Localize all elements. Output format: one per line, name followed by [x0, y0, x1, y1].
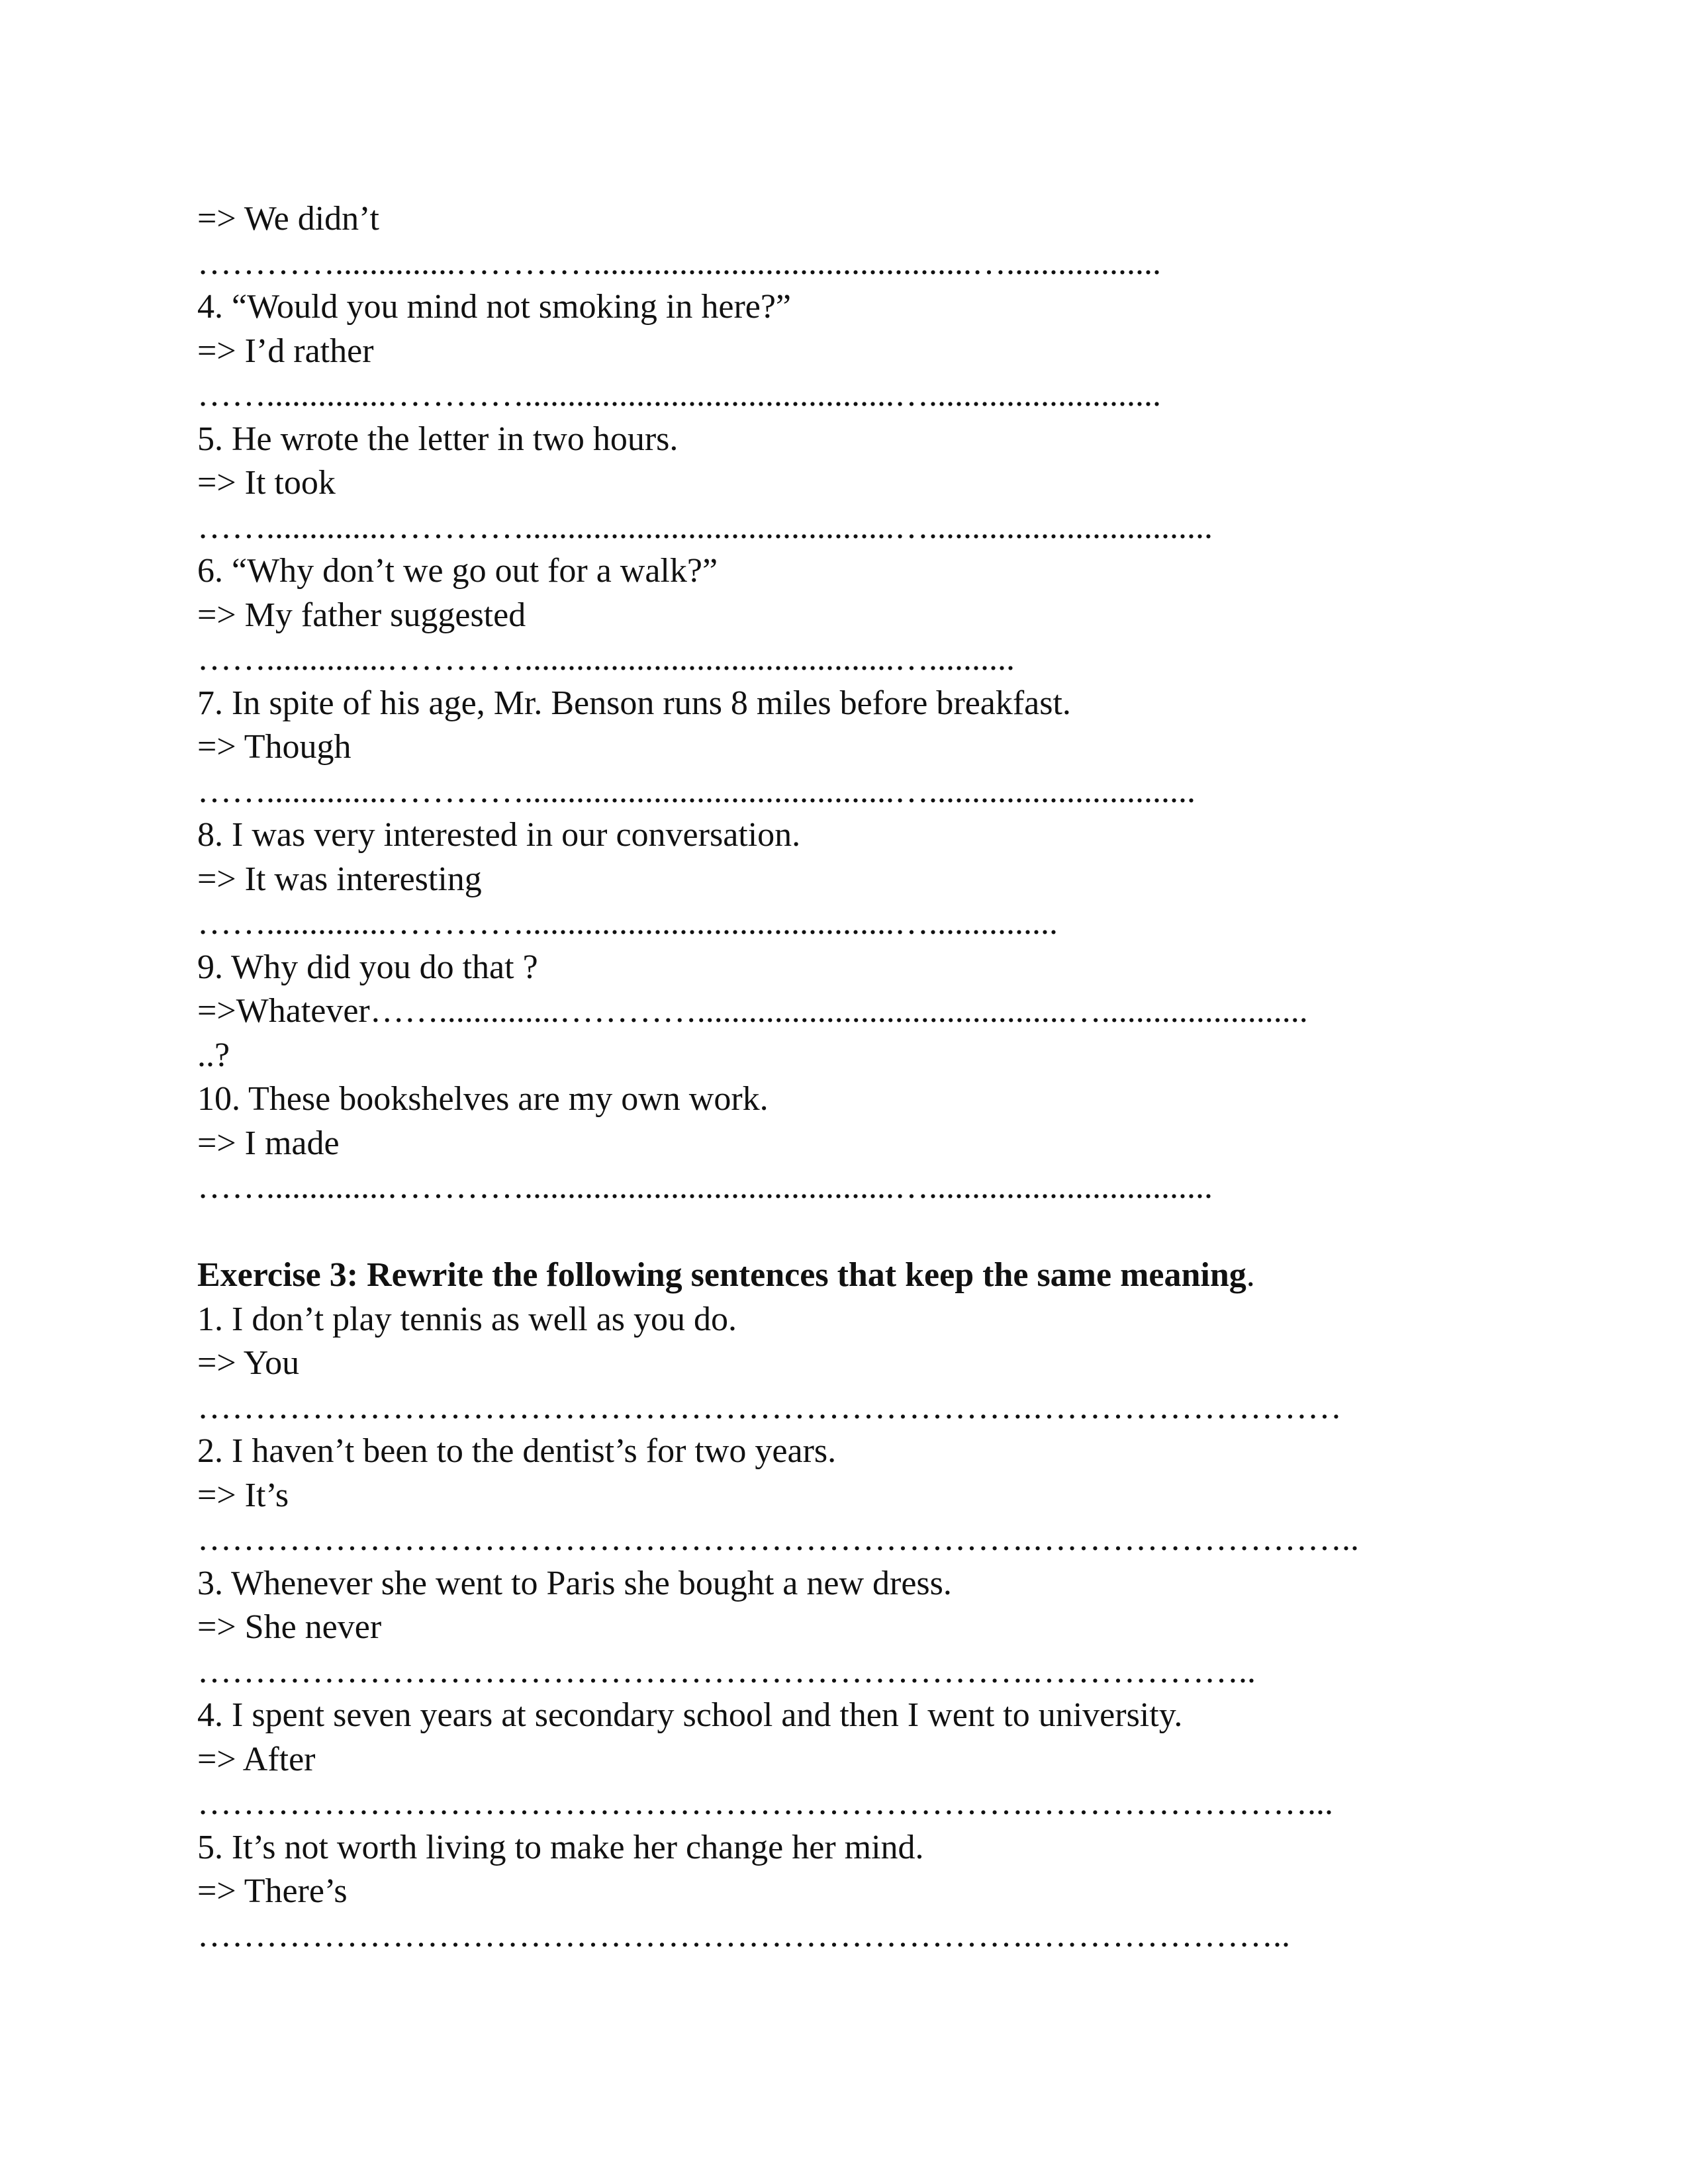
exercise-heading — [197, 1253, 1495, 1298]
answer-prompt: => I made — [197, 1124, 340, 1162]
answer-line: ……..............…………...........................................…............................... — [197, 772, 1196, 810]
answer-prompt: => Though — [197, 728, 352, 766]
question-sentence: 2. I haven’t been to the dentist’s for two years. — [197, 1432, 837, 1470]
question-sentence: 7. In spite of his age, Mr. Benson runs 8 miles before breakfast. — [197, 684, 1071, 722]
question-sentence: 5. He wrote the letter in two hours. — [197, 420, 679, 458]
answer-line: ……..............…………...........................................…................................. — [197, 508, 1213, 546]
answer-line: ……………………………………………………………….……………………….. — [197, 1520, 1359, 1558]
answer-prompt: => You — [197, 1344, 300, 1382]
answer-prompt: => She never — [197, 1608, 382, 1646]
answer-prompt: =>Whatever……..............…………...........................................…........................ — [197, 992, 1308, 1030]
answer-prompt: => It took — [197, 464, 336, 502]
question-sentence: 10. These bookshelves are my own work. — [197, 1080, 769, 1118]
question-sentence: 5. It’s not worth living to make her change her mind. — [197, 1828, 924, 1866]
worksheet-page — [197, 197, 1495, 1958]
answer-prompt: => There’s — [197, 1872, 348, 1910]
answer-prompt: => I’d rather — [197, 332, 374, 370]
answer-line: …………..............…………............................................….................. — [197, 244, 1161, 282]
question-sentence: 9. Why did you do that ? — [197, 948, 538, 986]
answer-prompt: => It was interesting — [197, 860, 482, 898]
answer-line: ……..............…………...........................................…................................. — [197, 1168, 1213, 1206]
answer-line: ……..............…………...........................................….......... — [197, 640, 1015, 678]
answer-line: ……………………………………………………………….……………………… — [197, 1388, 1342, 1426]
question-sentence: 6. “Why don’t we go out for a walk?” — [197, 552, 718, 590]
question-sentence: 4. I spent seven years at secondary school and then I went to university. — [197, 1696, 1183, 1734]
answer-line: ……..............…………...........................................…............... — [197, 904, 1058, 942]
section-spacer — [197, 1210, 1495, 1254]
answer-line: ……………………………………………………………….………………….. — [197, 1916, 1290, 1954]
answer-prompt: => My father suggested — [197, 596, 526, 634]
exercise-heading-text: Exercise 3: Rewrite the following sentences that keep the same meaning — [197, 1256, 1246, 1294]
question-sentence: 4. “Would you mind not smoking in here?” — [197, 288, 791, 326]
answer-line: ……………………………………………………………….……………….. — [197, 1652, 1256, 1690]
answer-line: ……………………………………………………………….……………………... — [197, 1784, 1333, 1822]
question-sentence: 1. I don’t play tennis as well as you do. — [197, 1300, 737, 1338]
answer-line: ..? — [197, 1036, 230, 1074]
question-sentence: 8. I was very interested in our conversation. — [197, 816, 801, 854]
exercise-heading-punct: . — [1246, 1256, 1255, 1294]
answer-prompt: => It’s — [197, 1476, 289, 1514]
question-sentence: 3. Whenever she went to Paris she bought a new dress. — [197, 1564, 952, 1602]
answer-line: ……..............…………...........................................…........................... — [197, 376, 1161, 414]
answer-prompt: => We didn’t — [197, 200, 379, 238]
answer-prompt: => After — [197, 1740, 316, 1778]
